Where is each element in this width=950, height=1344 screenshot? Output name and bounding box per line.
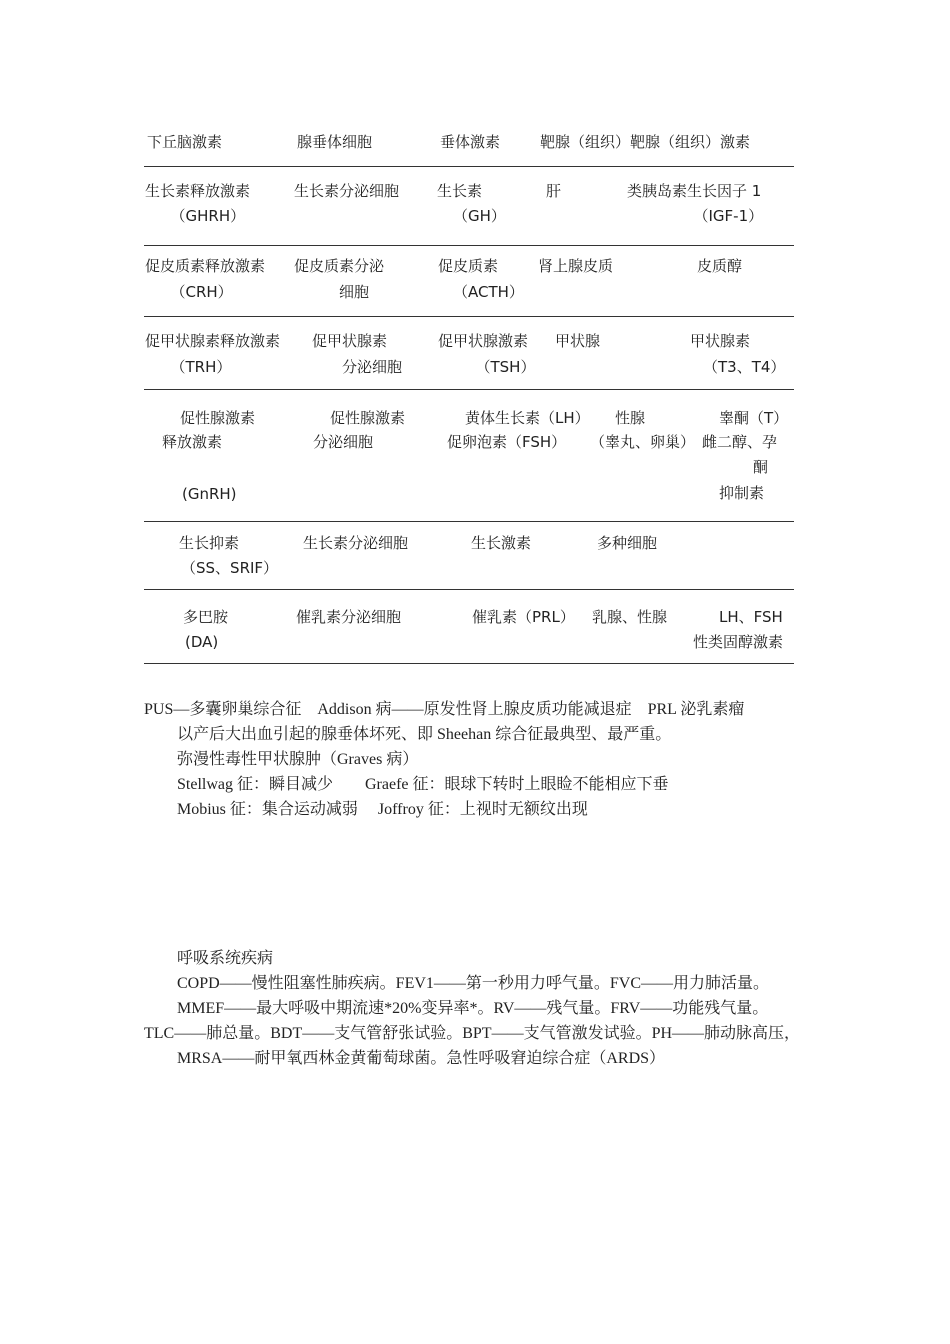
row5-pituitary: 生长激素: [471, 534, 532, 552]
row1-target-hormone-abbr: （IGF-1）: [656, 207, 764, 225]
row6-target-hormone-line2: 性类固醇激素: [693, 633, 784, 651]
table-row: [144, 522, 794, 590]
table-row: [144, 390, 794, 522]
row2-target: 肾上腺皮质: [538, 257, 614, 275]
hormone-table: [144, 126, 794, 664]
row6-target-hormone: LH、FSH: [719, 608, 783, 626]
row4-target-hormone-e: 雌二醇、孕: [702, 433, 778, 451]
note-graves: 弥漫性毒性甲状腺肿（Graves 病）: [177, 751, 419, 768]
resp-copd: COPD——慢性阻塞性肺疾病。FEV1——第一秒用力呼气量。FVC——用力肺活量。: [177, 975, 770, 992]
table-row: [144, 590, 794, 664]
row3-pituitary: 促甲状腺激素: [438, 332, 529, 350]
row4-hypothalamic-abbr: (GnRH): [182, 485, 237, 503]
row2-cell-line2: 细胞: [294, 283, 370, 301]
row4-hypothalamic-line2: 释放激素: [162, 433, 223, 451]
row4-target-hormone-inhibin: 抑制素: [719, 484, 765, 502]
row5-cell: 生长素分泌细胞: [303, 534, 409, 552]
row1-cell: 生长素分泌细胞: [294, 182, 400, 200]
row1-hypothalamic: 生长素释放激素: [145, 182, 251, 200]
note-mobius-joffroy: Mobius 征：集合运动减弱 Joffroy 征：上视时无额纹出现: [177, 801, 588, 818]
row1-target-hormone: 类胰岛素生长因子 1: [627, 182, 762, 200]
note-stellwag-graefe: Stellwag 征：瞬目减少 Graefe 征：眼球下转时上眼睑不能相应下垂: [177, 776, 669, 793]
row4-pituitary-lh: 黄体生长素（LH）: [465, 409, 590, 427]
row4-target-hormone-t: 睾酮（T）: [719, 409, 789, 427]
row2-cell: 促皮质素分泌: [294, 257, 385, 275]
header-hypothalamic-hormone: 下丘脑激素: [147, 133, 223, 151]
row3-pituitary-abbr: （TSH）: [453, 358, 536, 376]
row4-pituitary-fsh: 促卵泡素（FSH）: [447, 433, 567, 451]
row3-target-hormone: 甲状腺素: [690, 332, 751, 350]
row5-target: 多种细胞: [597, 534, 658, 552]
note-sheehan: 以产后大出血引起的腺垂体坏死、即 Sheehan 综合征最典型、最严重。: [177, 726, 672, 743]
respiratory-section-title: 呼吸系统疾病: [177, 950, 274, 967]
header-pituitary-cell: 腺垂体细胞: [297, 133, 373, 151]
row2-hypothalamic: 促皮质素释放激素: [145, 257, 266, 275]
row3-cell-line2: 分泌细胞: [312, 358, 403, 376]
row6-pituitary: 催乳素（PRL）: [472, 608, 575, 626]
row6-hypothalamic: 多巴胺: [183, 608, 229, 626]
table-row: [144, 167, 794, 246]
row2-hypothalamic-abbr: （CRH）: [163, 283, 233, 301]
row4-target-hormone-e2: 酮: [753, 458, 769, 476]
row5-hypothalamic: 生长抑素: [179, 534, 240, 552]
row5-hypothalamic-abbr: （SS、SRIF）: [181, 559, 279, 577]
row2-target-hormone: 皮质醇: [697, 257, 743, 275]
row4-hypothalamic: 促性腺激素: [180, 409, 256, 427]
row3-hypothalamic: 促甲状腺素释放激素: [145, 332, 281, 350]
note-pus-addison-prl: PUS—多囊卵巢综合征 Addison 病——原发性肾上腺皮质功能减退症 PRL 泌乳素瘤: [144, 701, 745, 718]
row2-pituitary: 促皮质素: [438, 257, 499, 275]
table-row: [144, 246, 794, 317]
resp-tlc: TLC——肺总量。BDT——支气管舒张试验。BPT——支气管激发试验。PH——肺动脉高压，: [144, 1025, 801, 1042]
row6-target: 乳腺、性腺: [592, 608, 668, 626]
resp-mrsa: MRSA——耐甲氧西林金黄葡萄球菌。急性呼吸窘迫综合症（ARDS）: [177, 1050, 666, 1067]
row6-hypothalamic-abbr: (DA): [185, 633, 219, 651]
row4-target-line2: （睾丸、卵巢）: [590, 433, 696, 451]
row4-target: 性腺: [615, 409, 646, 427]
row4-cell-line2: 分泌细胞: [313, 433, 374, 451]
row1-target: 肝: [546, 182, 562, 200]
row4-cell: 促性腺激素: [330, 409, 406, 427]
row1-hypothalamic-abbr: （GHRH）: [163, 207, 246, 225]
row2-pituitary-abbr: （ACTH）: [453, 283, 524, 301]
row3-cell: 促甲状腺素: [312, 332, 388, 350]
resp-mmef: MMEF——最大呼吸中期流速*20%变异率*。RV——残气量。FRV——功能残气量。: [177, 1000, 769, 1017]
row3-hypothalamic-abbr: （TRH）: [163, 358, 232, 376]
header-target-gland-hormone: 靶腺（组织）靶腺（组织）激素: [540, 133, 751, 151]
row3-target-hormone-abbr: （T3、T4）: [703, 358, 786, 376]
row6-cell: 催乳素分泌细胞: [296, 608, 402, 626]
table-header-row: [144, 126, 794, 167]
table-row: [144, 317, 794, 390]
header-pituitary-hormone: 垂体激素: [440, 133, 501, 151]
row3-target: 甲状腺: [555, 332, 601, 350]
row1-pituitary: 生长素: [437, 182, 483, 200]
row1-pituitary-abbr: （GH）: [453, 207, 506, 225]
